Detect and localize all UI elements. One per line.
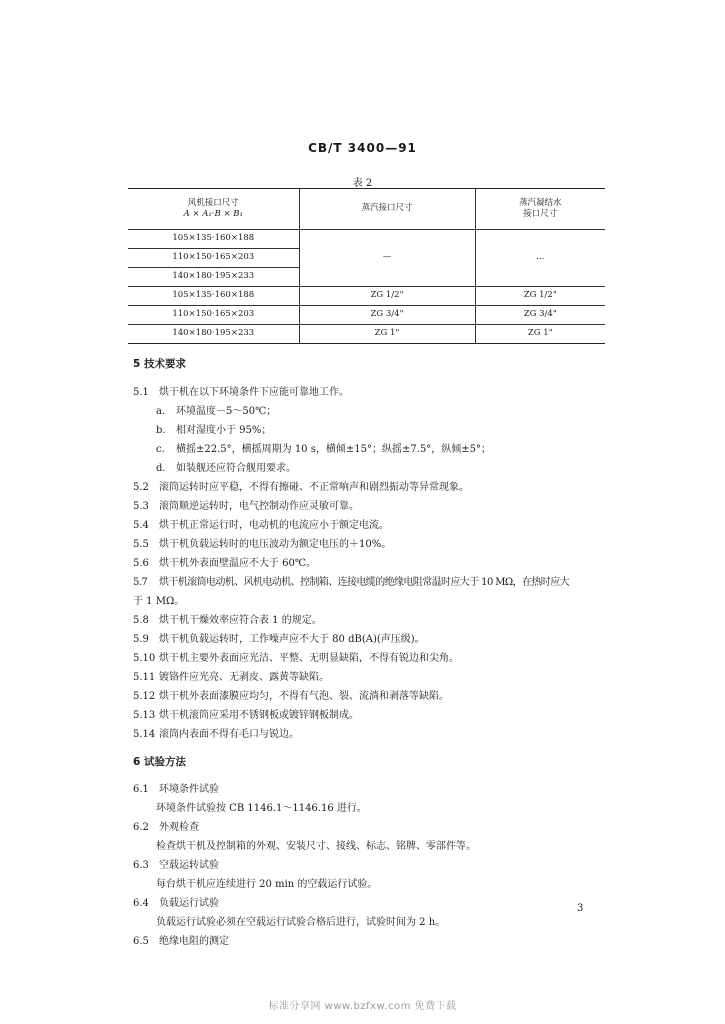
header-condensate-size: 蒸汽凝结水 接口尺寸	[475, 189, 605, 230]
clause-5-7: 5.7 烘干机滚筒电动机、风机电动机、控制箱、连接电缆的绝缘电阻常温时应大于 10 MΩ，在热时应大	[133, 577, 570, 588]
clause-5-9: 5.9 烘干机负载运转时，工作噪声应不大于 80 dB(A)(声压级)。	[133, 634, 425, 645]
header-fan-size: 风机接口尺寸 A × A₁·B × B₁	[128, 189, 299, 230]
clause-6-2-title: 6.2 外观检查	[133, 822, 199, 833]
page-number: 3	[577, 903, 584, 914]
table-cell: ZG 1"	[299, 325, 475, 344]
clause-6-4-title: 6.4 负载运行试验	[133, 898, 219, 909]
clause-5-8: 5.8 烘干机干燥效率应符合表 1 的规定。	[133, 615, 322, 626]
table-cell: ZG 1/2"	[475, 287, 605, 306]
clause-5-5: 5.5 烘干机负载运转时的电压波动为额定电压的＋10%。	[133, 539, 392, 550]
clause-5-10: 5.10 烘干机主要外表面应光洁、平整、无明显缺陷，不得有锐边和尖角。	[133, 653, 459, 664]
header-steam-size: 蒸汽接口尺寸	[299, 189, 475, 230]
table-cell: —	[299, 230, 475, 287]
table-header-row	[128, 189, 605, 230]
table-row	[128, 325, 605, 344]
table-row	[128, 287, 605, 306]
table-cell: 140×180·195×233	[128, 325, 299, 344]
clause-5-6: 5.6 烘干机外表面壁温应不大于 60℃。	[133, 558, 317, 569]
table-cell: ZG 3/4"	[475, 306, 605, 325]
table-caption: 表 2	[352, 178, 373, 189]
clause-5-12: 5.12 烘干机外表面漆膜应均匀，不得有气泡、裂、流淌和剥落等缺陷。	[133, 691, 449, 702]
table-row	[128, 306, 605, 325]
section-5-title: 5 技术要求	[133, 358, 186, 370]
table-cell: 110×150·165×203	[128, 249, 299, 268]
clause-5-14: 5.14 滚筒内表面不得有毛口与锐边。	[133, 729, 299, 740]
list-item: a. 环境温度－5～50℃；	[156, 406, 277, 417]
table-cell: ZG 1/2"	[299, 287, 475, 306]
clause-5-4: 5.4 烘干机正常运行时，电动机的电流应小于额定电流。	[133, 520, 389, 531]
table-cell: 110×150·165×203	[128, 306, 299, 325]
table-cell: 105×135·160×188	[128, 287, 299, 306]
clause-6-5-title: 6.5 绝缘电阻的测定	[133, 936, 229, 947]
table-row	[128, 230, 605, 249]
clause-6-3-title: 6.3 空载运转试验	[133, 860, 219, 871]
list-item: b. 相对湿度小于 95%；	[156, 425, 272, 436]
table-cell: ZG 3/4"	[299, 306, 475, 325]
clause-6-2-body: 检查烘干机及控制箱的外观、安装尺寸、接线、标志、铭牌、零部件等。	[156, 841, 476, 852]
clause-6-3-body: 每台烘干机应连续进行 20 min 的空载运行试验。	[156, 879, 378, 890]
list-item: d. 如装舰还应符合舰用要求。	[156, 463, 296, 474]
watermark-footer: 标准分享网 www.bzfxw.com 免费下载	[268, 1001, 457, 1012]
clause-5-7-continued: 于 1 MΩ。	[133, 596, 185, 607]
spec-table	[128, 188, 605, 344]
section-6-title: 6 试验方法	[133, 756, 186, 768]
clause-6-4-body: 负载运行试验必须在空载运行试验合格后进行，试验时间为 2 h。	[156, 917, 446, 928]
clause-5-1: 5.1 烘干机在以下环境条件下应能可靠地工作。	[133, 387, 349, 398]
clause-6-1-title: 6.1 环境条件试验	[133, 784, 219, 795]
clause-5-13: 5.13 烘干机滚筒应采用不锈钢板或镀锌钢板制成。	[133, 710, 359, 721]
clause-5-2: 5.2 滚筒运转时应平稳，不得有擦碰、不正常响声和剧烈振动等异常现象。	[133, 482, 469, 493]
clause-5-11: 5.11 镀铬件应光亮、无剥皮、露黄等缺陷。	[133, 672, 329, 683]
table-cell: 105×135·160×188	[128, 230, 299, 249]
table-cell: ZG 1"	[475, 325, 605, 344]
standard-header: CB/T 3400—91	[308, 141, 417, 155]
clause-6-1-body: 环境条件试验按 CB 1146.1～1146.16 进行。	[156, 803, 367, 814]
table-cell: 140×180·195×233	[128, 268, 299, 287]
clause-5-3: 5.3 滚筒顺逆运转时，电气控制动作应灵敏可靠。	[133, 501, 359, 512]
table-cell: …	[475, 230, 605, 287]
list-item: c. 横摇±22.5°，横摇周期为 10 s，横倾±15°；纵摇±7.5°，纵倾±5°；	[156, 444, 491, 455]
